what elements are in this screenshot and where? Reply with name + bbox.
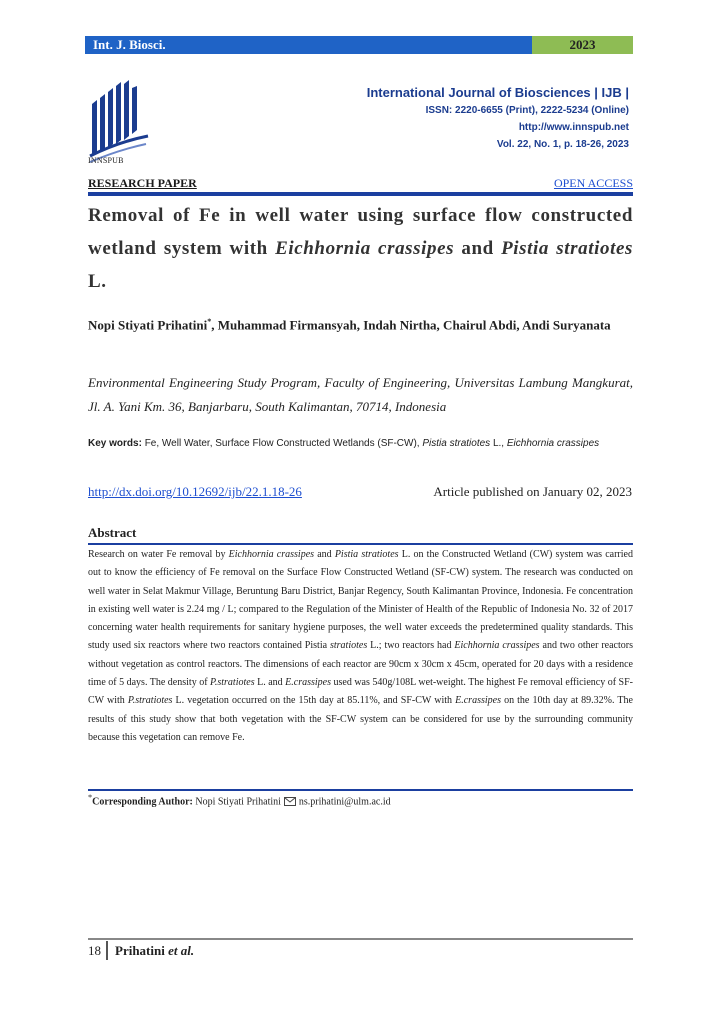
abstract-species: Pistia stratiotes <box>334 549 399 560</box>
keywords-text: L., <box>490 438 507 449</box>
journal-website[interactable]: http://www.innspub.net <box>518 122 629 133</box>
author-list <box>88 310 633 337</box>
doi-link[interactable]: http://dx.doi.org/10.12692/ijb/22.1.18-26 <box>88 484 302 499</box>
abstract-text: on the 10th day at 89.32%. The results of this study show that both vegetation with the SF-CW system can be considered for use by the surrounding community because this vegetation can remove Fe. <box>88 695 633 743</box>
abstract-text: L. on the Constructed Wetland (CW) system was carried out to know the efficiency of Fe removal on the Surface Flow Constructed Wetland (SF-CW) system. The research was conducted on well water in Selat Makmur Village, Beruntung Baru District, Banjar Regency, South Kalimantan Province, Indonesia. Fe concentration in existing well water is 2.24 mg / L; compared to the Regulation of the Minister of Health of the Republic of Indonesia No. 32 of 2017 concerning water health requirements for sanitary hygiene purposes, the well water exceeds the predetermined quality standards. This study used six reactors where two reactors contained Pistia <box>88 549 633 652</box>
keywords <box>88 434 633 453</box>
running-author-name: Prihatini <box>115 943 165 958</box>
keywords-text: Fe, Well Water, Surface Flow Constructed Wetlands (SF-CW), <box>144 438 423 449</box>
corresponding-mark: * <box>88 793 93 802</box>
abstract-text: and <box>314 549 335 560</box>
abstract-species: Eichhornia crassipes <box>454 640 540 652</box>
abstract-text: L.; two reactors had <box>367 640 455 652</box>
header-year: 2023 <box>532 36 633 54</box>
section-divider <box>88 192 633 196</box>
publisher-logo-text: INNSPUB <box>88 156 124 165</box>
title-text: L. <box>88 271 107 292</box>
abstract-species: P.stratiotes <box>127 695 173 707</box>
title-species: Pistia stratiotes <box>501 238 633 259</box>
abstract-species: stratiotes <box>329 640 368 652</box>
journal-info <box>367 84 629 153</box>
journal-issn: ISSN: 2220-6655 (Print), 2222-5234 (Online) <box>425 105 629 116</box>
corresponding-mark: * <box>207 317 212 326</box>
running-author-etal: et al. <box>168 943 195 958</box>
publication-date: Article published on January 02, 2023 <box>433 484 632 499</box>
journal-header-bar <box>85 36 633 54</box>
co-authors: , Muhammad Firmansyah, Indah Nirtha, Chairul Abdi, Andi Suryanata <box>211 317 611 333</box>
abstract-species: Eichhornia crassipes <box>228 549 315 560</box>
abstract-heading: Abstract <box>88 525 137 540</box>
abstract-text: L. vegetation occurred on the 15th day at 85.11%, and SF-CW with <box>172 695 456 707</box>
page-number: 18 <box>88 943 101 958</box>
running-author <box>115 943 194 959</box>
envelope-icon <box>284 797 296 806</box>
abstract-body <box>88 546 633 747</box>
keyword-species: Pistia stratiotes <box>422 438 491 449</box>
keywords-label: Key words: <box>88 438 142 449</box>
corresponding-label: Corresponding Author: <box>92 796 193 808</box>
title-text: Removal of Fe in well water using surface flow constructed wetland system with <box>88 205 633 259</box>
corresponding-author <box>88 793 391 807</box>
abstract-divider <box>88 543 633 545</box>
abstract-text: L. and <box>254 677 286 689</box>
journal-name: International Journal of Biosciences | IJB | <box>366 85 629 100</box>
abstract-bottom-divider <box>88 789 633 791</box>
corresponding-author-name: Nopi Stiyati Prihatini <box>88 317 208 333</box>
footer-divider <box>88 938 633 940</box>
title-species: Eichhornia crassipes <box>275 238 455 259</box>
paper-title <box>88 199 633 298</box>
keyword-species: Eichhornia crassipes <box>506 438 600 449</box>
corresponding-name: Nopi Stiyati Prihatini <box>195 796 281 808</box>
journal-volume: Vol. 22, No. 1, p. 18-26, 2023 <box>496 139 629 150</box>
article-type-label: RESEARCH PAPER <box>88 176 197 190</box>
title-text: and <box>454 238 502 259</box>
abstract-text: and two other reactors without vegetation as control reactors. The dimensions of each reactor are 90cm x 30cm x 45cm, operated for 20 days with a residence time of 5 days. The density of <box>88 640 633 689</box>
abstract-species: P.stratiotes <box>210 677 255 689</box>
abstract-text: Research on water Fe removal by <box>88 549 229 560</box>
abstract-species: E.crassipes <box>455 695 501 707</box>
corresponding-email[interactable]: ns.prihatini@ulm.ac.id <box>298 796 391 808</box>
footer-separator <box>106 941 108 960</box>
abstract-text: used was 540g/108L wet-weight. The highest Fe removal efficiency of SF-CW with <box>88 677 633 707</box>
journal-short-title: Int. J. Biosci. <box>85 36 532 54</box>
affiliation: Environmental Engineering Study Program, Faculty of Engineering, Universitas Lambung Mangkurat, Jl. A. Yani Km. 36, Banjarbaru, South Kalimantan, 70714, Indonesia <box>88 375 633 414</box>
abstract-species: E.crassipes <box>285 677 331 689</box>
open-access-link[interactable]: OPEN ACCESS <box>553 176 633 190</box>
